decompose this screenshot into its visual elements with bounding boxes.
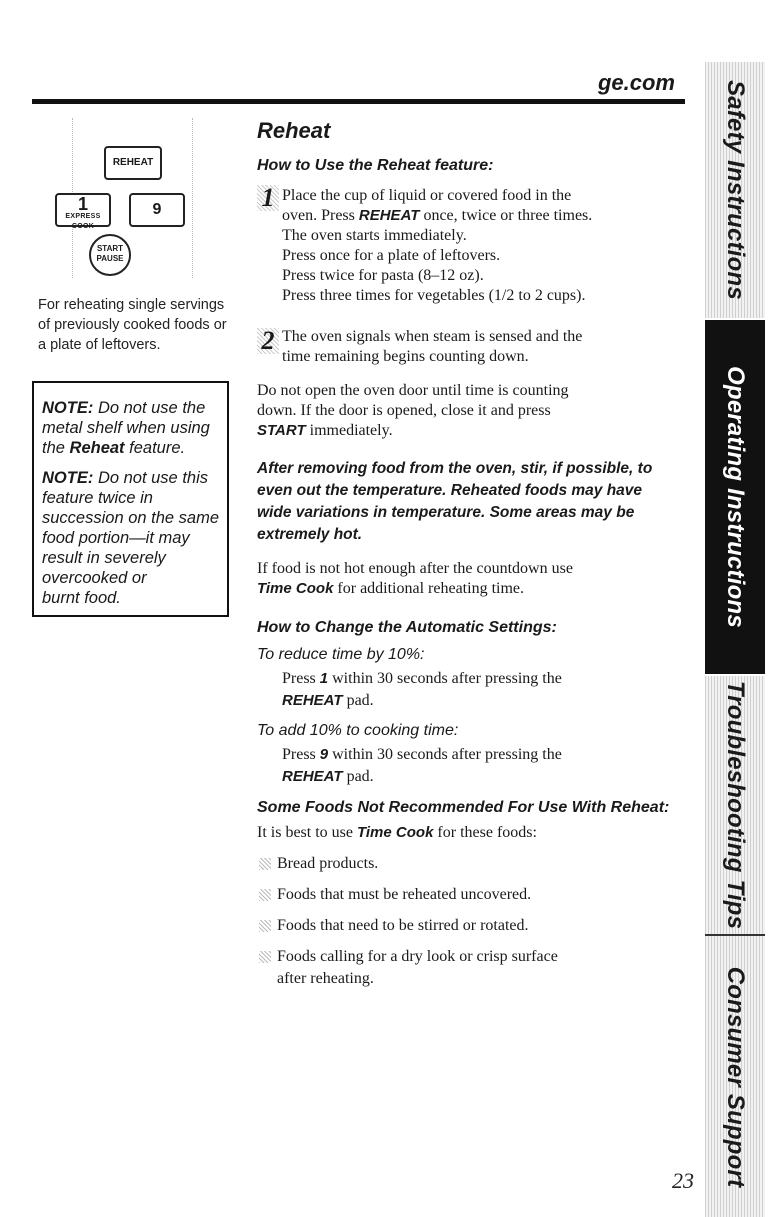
note-text: Do not use this	[97, 469, 208, 487]
header-rule	[32, 99, 685, 104]
door-paragraph-line	[257, 421, 393, 441]
add-line	[282, 767, 374, 787]
key-1-name: 1	[319, 670, 329, 687]
caption-line: For reheating single servings	[38, 297, 225, 313]
start-key-name: START	[257, 422, 306, 439]
note-text: feature twice in	[42, 489, 153, 507]
reduce-text: pad.	[342, 692, 374, 709]
reduce-text: Press	[282, 670, 320, 687]
step-2-line: The oven signals when steam is sensed and the	[282, 328, 583, 345]
note-text: burnt food.	[42, 589, 121, 607]
bullet-item: Bread products.	[277, 855, 379, 872]
paragraph-text: immediately.	[305, 422, 393, 439]
step-1-line	[282, 206, 592, 226]
tab-label: Consumer Support	[722, 966, 749, 1187]
note-text: succession on the same	[42, 509, 220, 527]
bullet-item: Foods that need to be stirred or rotated.	[277, 917, 529, 934]
warning-line: even out the temperature. Reheated foods may have	[257, 482, 643, 499]
add-line	[282, 745, 562, 765]
change-settings-heading: How to Change the Automatic Settings:	[257, 619, 557, 636]
reheat-key-name: REHEAT	[282, 692, 343, 709]
caption-line: of previously cooked foods or	[38, 317, 227, 333]
timecook-paragraph-line	[257, 579, 524, 599]
tab-label: Operating Instructions	[722, 366, 749, 628]
number-9-pad: 9	[129, 193, 185, 227]
tab-label: Safety Instructions	[722, 80, 749, 300]
tab-consumer-support[interactable]	[705, 936, 765, 1217]
note-text: result in severely	[42, 549, 166, 567]
pause-label: PAUSE	[96, 254, 124, 263]
tab-label: Troubleshooting Tips	[722, 680, 749, 930]
warning-line: extremely hot.	[257, 526, 363, 543]
express-cook-1-pad	[55, 193, 111, 230]
note-1	[42, 398, 227, 458]
tab-troubleshooting-tips[interactable]	[705, 676, 765, 934]
panel-texture	[192, 118, 193, 278]
note-2	[42, 468, 227, 608]
warning-line: wide variations in temperature. Some areas may be	[257, 504, 635, 521]
best-use-line	[257, 823, 537, 843]
note-text: metal shelf when using	[42, 419, 210, 437]
reheat-pad: REHEAT	[104, 146, 162, 180]
step-1-line: Press once for a plate of leftovers.	[282, 247, 501, 264]
tab-operating-instructions[interactable]	[705, 320, 765, 674]
how-to-use-heading: How to Use the Reheat feature:	[257, 157, 494, 174]
time-cook-key-name: Time Cook	[357, 824, 434, 841]
add-heading: To add 10% to cooking time:	[257, 722, 459, 739]
bullet-icon	[259, 920, 271, 932]
note-text: food portion—it may	[42, 529, 190, 547]
reduce-text: within 30 seconds after pressing the	[328, 670, 562, 687]
key-9-name: 9	[319, 746, 329, 763]
reheat-key-name: REHEAT	[358, 207, 420, 224]
bullet-item: Foods calling for a dry look or crisp surface	[277, 948, 558, 965]
step-text: oven. Press	[282, 207, 359, 224]
note-text: the	[42, 439, 70, 457]
add-text: within 30 seconds after pressing the	[328, 746, 562, 763]
step-2-number: 2	[257, 328, 279, 354]
add-text: pad.	[342, 768, 374, 785]
site-url: ge.com	[597, 70, 675, 95]
section-title: Reheat	[257, 118, 331, 143]
warning-line: After removing food from the oven, stir, if possible, to	[257, 460, 653, 477]
panel-caption	[38, 295, 253, 355]
reduce-line	[282, 669, 562, 689]
bullet-continuation: after reheating.	[277, 970, 374, 987]
pad-1-sublabel: EXPRESS COOK	[65, 213, 101, 230]
step-1-line: Place the cup of liquid or covered food in the	[282, 187, 572, 204]
add-text: Press	[282, 746, 320, 763]
step-2-line: time remaining begins counting down.	[282, 348, 529, 365]
section-tabs	[705, 62, 765, 1217]
step-1-line: Press three times for vegetables (1/2 to 2 cups).	[282, 287, 586, 304]
reduce-heading: To reduce time by 10%:	[257, 646, 425, 663]
tab-safety-instructions[interactable]	[705, 62, 765, 318]
step-1-number: 1	[257, 185, 279, 211]
pad-1-number: 1	[77, 194, 88, 214]
bullet-icon	[259, 858, 271, 870]
start-pause-pad	[89, 234, 131, 276]
timecook-paragraph-line: If food is not hot enough after the countdown use	[257, 560, 573, 577]
step-1-line: Press twice for pasta (8–12 oz).	[282, 267, 484, 284]
bullet-icon	[259, 951, 271, 963]
best-use-text: It is best to use	[257, 824, 357, 841]
note-label: NOTE:	[42, 399, 94, 417]
note-label: NOTE:	[42, 469, 94, 487]
door-paragraph-line: down. If the door is opened, close it and press	[257, 402, 551, 419]
note-box	[32, 381, 229, 617]
reduce-line	[282, 691, 374, 711]
note-text: Do not use the	[97, 399, 206, 417]
bullet-icon	[259, 889, 271, 901]
note-text: overcooked or	[42, 569, 147, 587]
start-label: START	[96, 244, 124, 253]
step-text: once, twice or three times.	[419, 207, 593, 224]
note-text: feature.	[124, 439, 186, 457]
control-panel-illustration	[32, 108, 247, 293]
note-bold-word: Reheat	[69, 439, 125, 457]
best-use-text: for these foods:	[433, 824, 537, 841]
step-1-line: The oven starts immediately.	[282, 227, 467, 244]
door-paragraph-line: Do not open the oven door until time is counting	[257, 382, 569, 399]
page-number: 23	[672, 1168, 694, 1193]
time-cook-key-name: Time Cook	[257, 580, 334, 597]
reheat-key-name: REHEAT	[282, 768, 343, 785]
bullet-item: Foods that must be reheated uncovered.	[277, 886, 532, 903]
paragraph-text: for additional reheating time.	[333, 580, 525, 597]
not-recommended-heading: Some Foods Not Recommended For Use With Reheat:	[257, 799, 670, 816]
caption-line: a plate of leftovers.	[38, 337, 161, 353]
